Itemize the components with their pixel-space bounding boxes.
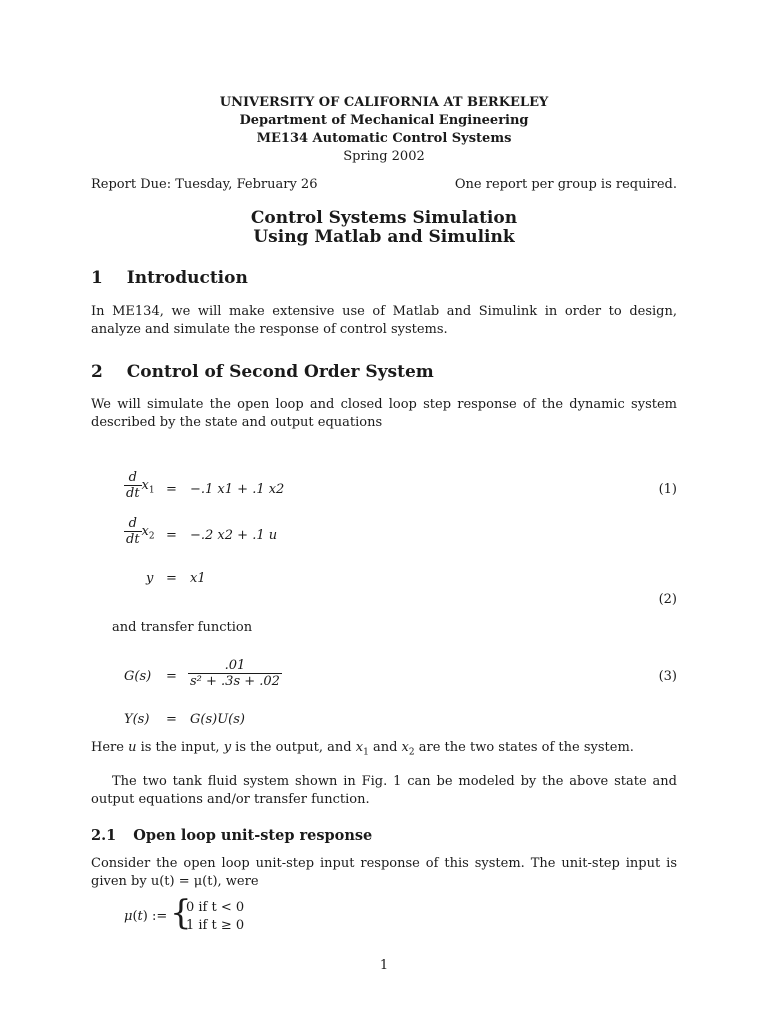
left-brace: { [170,893,192,933]
g-numerator: .01 [224,658,246,673]
section-2-heading [91,362,434,382]
eq1-lhs: $\frac{d}{dt}$ $x_1$ [126,470,155,501]
document-title-line1: Control Systems Simulation [250,208,518,228]
eq2-lhs: $\frac{d}{dt}$ $x_2$ [126,516,155,547]
eq2-rhs: −.2 x2 + .1 u [190,528,278,543]
document-title-line2: Using Matlab and Simulink [253,227,515,247]
eq-y-equals: = [166,571,177,586]
g-equals: = [166,669,177,684]
group-requirement: One report per group is required. [454,177,677,192]
subsection-title: Open loop unit-step response [133,827,373,844]
g-fraction [188,658,282,689]
section-title: Introduction [126,268,248,288]
y-rhs: G(s)U(s) [190,712,245,727]
report-due: Report Due: Tuesday, February 26 [91,177,318,192]
eq-y-lhs: y [146,571,154,586]
course-name: ME134 Automatic Control Systems [256,131,512,146]
eq-y-rhs: x1 [190,571,206,586]
mu-case-1: 0 if t < 0 [186,900,245,915]
g-lhs: G(s) [124,669,152,684]
tank-paragraph: The two tank fluid system shown in Fig. 1 can be modeled by the above state and output equations and/or transfer function. [91,774,677,807]
department-name: Department of Mechanical Engineering [239,113,529,128]
intro-paragraph: In ME134, we will make extensive use of Matlab and Simulink in order to design, analyze and simulate the response of control systems. [91,304,677,337]
second-order-paragraph: We will simulate the open loop and closed loop step response of the dynamic system described by the state and output equations [91,397,677,430]
eq1-rhs: −.1 x1 + .1 x2 [190,482,285,497]
g-denominator: s² + .3s + .02 [190,674,280,689]
section-number: 2 [91,362,103,382]
subsection-number: 2.1 [91,827,117,844]
term: Spring 2002 [343,149,425,164]
mu-case-2: 1 if t ≥ 0 [186,918,245,933]
subsection-2-1-heading [91,827,372,844]
y-equals: = [166,712,177,727]
section-1-heading [91,268,248,288]
transfer-intro: and transfer function [112,620,253,635]
y-lhs: Y(s) [124,712,150,727]
eq2-label: (2) [658,592,677,607]
section-title: Control of Second Order System [126,362,434,382]
mu-definition-lhs: μ(t) := [124,909,168,924]
eq3-label: (3) [658,669,677,684]
eq1-label: (1) [658,482,677,497]
university-name: UNIVERSITY OF CALIFORNIA AT BERKELEY [219,95,549,110]
eq1-equals: = [166,482,177,497]
open-loop-paragraph: Consider the open loop unit-step input response of this system. The unit-step input is given by u(t) = μ(t), were [91,856,677,889]
page-number: 1 [379,958,389,973]
eq2-equals: = [166,528,177,543]
section-number: 1 [91,268,103,288]
states-paragraph: Here u is the input, y is the output, and $x_1$ and $x_2$ are the two states of the system. [91,740,634,758]
